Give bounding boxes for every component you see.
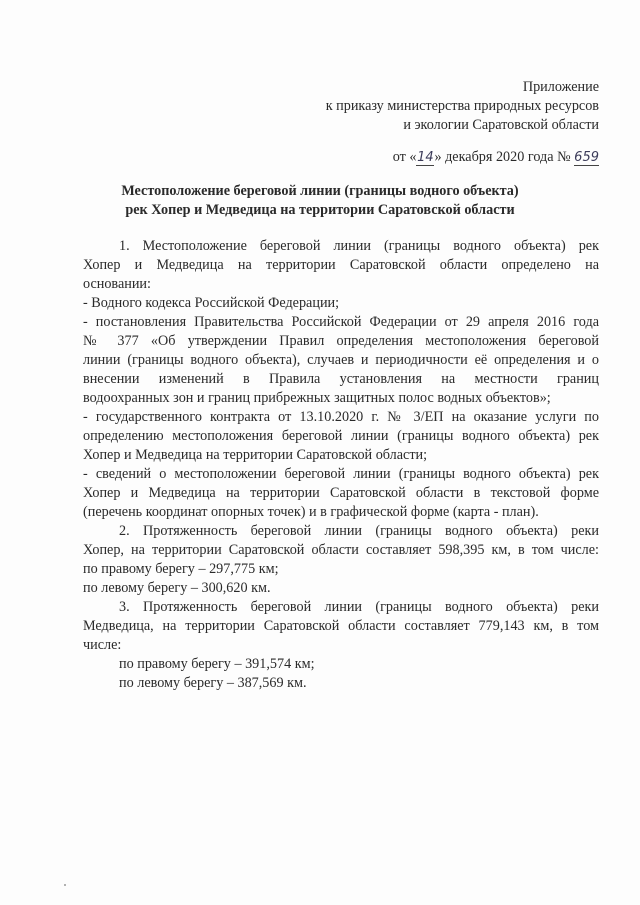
body-line: водоохранных зон и границ прибрежных защитных полос водных объектов»;: [83, 390, 551, 406]
body-line: основании:: [83, 276, 151, 292]
body-line: Хопер и Медведица на территории Саратовской области определено на: [83, 257, 599, 273]
handwritten-order-number: 659: [574, 150, 599, 165]
body-line: (перечень координат опорных точек) и в графической форме (карта - план).: [83, 504, 539, 520]
body-line: - Водного кодекса Российской Федерации;: [83, 295, 340, 311]
order-date-line: [393, 148, 599, 166]
body-line: по левому берегу – 387,569 км.: [119, 675, 307, 691]
document-title-line1: Местоположение береговой линии (границы водного объекта): [121, 183, 519, 199]
appendix-label: Приложение: [522, 79, 599, 95]
body-line: по правому берегу – 297,775 км;: [83, 561, 279, 577]
body-line: Хопер и Медведица на территории Саратовской области в текстовой форме: [83, 485, 599, 501]
body-line: - постановления Правительства Российской Федерации от 29 апреля 2016 года: [83, 314, 599, 330]
body-line: № 377 «Об утверждении Правил определения местоположения береговой: [83, 333, 599, 349]
body-line: Хопер и Медведица на территории Саратовской области;: [83, 447, 428, 463]
body-line: Медведица, на территории Саратовской области составляет 779,143 км, в том: [83, 618, 599, 634]
body-line: 3. Протяженность береговой линии (границы водного объекта) реки: [119, 599, 599, 615]
body-line: определению местоположения береговой линии (границы водного объекта) рек: [83, 428, 599, 444]
body-line: - государственного контракта от 13.10.2020 г. № 3/ЕП на оказание услуги по: [83, 409, 599, 425]
body-line: 2. Протяженность береговой линии (границы водного объекта) реки: [119, 523, 599, 539]
order-reference-line1: к приказу министерства природных ресурсов: [325, 98, 599, 114]
body-line: Хопер, на территории Саратовской области составляет 598,395 км, в том числе:: [83, 542, 599, 558]
body-line: числе:: [83, 637, 122, 653]
date-month-year: » декабря 2020 года №: [434, 149, 571, 165]
scan-speck: [64, 884, 66, 886]
body-line: по правому берегу – 391,574 км;: [119, 656, 315, 672]
body-line: - сведений о местоположении береговой линии (границы водного объекта) рек: [83, 466, 599, 482]
body-line: внесении изменений в Правила установления на местности границ: [83, 371, 599, 387]
order-reference-line2: и экологии Саратовской области: [403, 117, 599, 133]
handwritten-day: 14: [417, 150, 434, 165]
body-line: линии (границы водного объекта), случаев и периодичности её определения и о: [83, 352, 599, 368]
date-prefix: от «: [392, 149, 417, 165]
body-line: 1. Местоположение береговой линии (границы водного объекта) рек: [119, 238, 599, 254]
body-line: по левому берегу – 300,620 км.: [83, 580, 271, 596]
document-title-line2: рек Хопер и Медведица на территории Саратовской области: [125, 202, 515, 218]
